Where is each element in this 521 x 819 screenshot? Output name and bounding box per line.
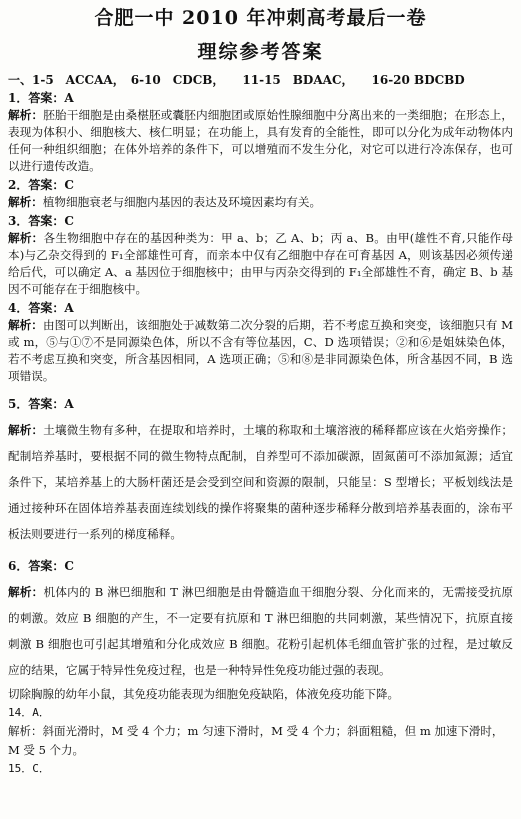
explanation-label: 解析：: [8, 108, 44, 122]
explanation-text: 胚胎干细胞是由桑椹胚或囊胚内细胞团或原始性腺细胞中分离出来的一类细胞；在形态上，表现为体积小、细胞核大、核仁明显；在功能上，具有发育的全能性，即可以分化为成年动物体内任何一种组织细胞；在体外培养的条件下，可以增殖而不发生分化，对它可以进行冷冻保存，也可以进行遗传改造。: [8, 108, 513, 173]
question-6: [8, 553, 513, 683]
explanation: [8, 194, 513, 211]
page-subtitle: 理综参考答案: [197, 41, 324, 63]
answer-line: 1．答案：A: [8, 91, 74, 105]
answer-line: 4．答案：A: [8, 301, 74, 315]
explanation: [8, 230, 513, 298]
page-title: 合肥一中 2010 年冲刺高考最后一卷: [94, 7, 427, 29]
note-line: 切除胸腺的幼年小鼠，其免疫功能表现为细胞免疫缺陷，体液免疫功能下降。: [8, 687, 399, 701]
explanation: [8, 107, 513, 175]
explanation-text: 由图可以判断出，该细胞处于减数第二次分裂的后期，若不考虑互换和突变，该细胞只有 M 或 m，⑤与①⑦不是同源染色体，所以不含有等位基因，C、D 选项错误；②和⑥是姐妹染色体，若不考虑互换和突变，所含基因相同，A 选项正确；⑤和⑧是非同源染色体，所含基因不同，B 选项错误。: [8, 318, 513, 383]
explanation-text: 各生物细胞中存在的基因种类为：甲 a、b；乙 A、b；丙 a、B。由甲(雄性不育,只能作母本)与乙杂交得到的 F₁全部雄性可育，而亲本中仅有乙细胞中存在可育基因 A，则该基因必须传递给后代，可以确定 A、a 基因位于细胞核中；由甲与丙杂交得到的 F₁全部雄性不育，确定 B、b 基因不可能存在于细胞核中。: [8, 231, 513, 296]
question-3: [8, 213, 513, 298]
explanation-label: 解析：: [8, 195, 43, 209]
question-15-answer: 15．C．: [8, 762, 50, 775]
explanation-text: 植物细胞衰老与细胞内基因的表达及环境因素均有关。: [42, 195, 322, 209]
explanation-text: 机体内的 B 淋巴细胞和 T 淋巴细胞是由骨髓造血干细胞分裂、分化而来的，无需接受抗原的刺激。效应 B 细胞的产生，不一定要有抗原和 T 淋巴细胞的共同刺激，某些情况下，抗原直接刺激 B 细胞也可引起其增殖和分化成效应 B 细胞。花粉引起机体毛细血管扩张的过程，是过敏反应的结果，它属于特异性免疫过程，也是一种特异性免疫功能过强的表现。: [8, 585, 513, 677]
answer-line: 5．答案：A: [8, 397, 74, 411]
explanation-text: 土壤微生物有多种，在提取和培养时，土壤的称取和土壤溶液的稀释都应该在火焰旁操作；配制培养基时，要根据不同的微生物特点配制，自养型可不添加碳源，固氮菌可不添加氮源；适宜条件下，某培养基上的大肠杆菌还是会受到空间和资源的限制，只能呈：S 型增长；平板划线法是通过接种环在固体培养基表面连续划线的操作将聚集的菌种逐步稀释分散到培养基表面的，涂布平板法则要进行一系列的梯度稀释。: [8, 423, 513, 541]
answer-key-row: 一、1-5 ACCAA， 6-10 CDCB， 11-15 BDAAC， 16-20 BDCBD: [8, 73, 465, 87]
explanation: [8, 417, 513, 547]
question-4: [8, 300, 513, 385]
question-1: [8, 90, 513, 175]
question-5: [8, 391, 513, 547]
question-14-explanation: 解析：斜面光滑时，M 受 4 个力；m 匀速下滑时，M 受 4 个力；斜面粗糙，但 m 加速下滑时，M 受 5 个力。: [8, 724, 504, 757]
explanation-label: 解析：: [8, 423, 44, 437]
question-14-answer: 14．A．: [8, 706, 50, 719]
explanation: [8, 579, 513, 683]
answer-line: 3．答案：C: [8, 214, 74, 228]
answer-line: 2．答案：C: [8, 178, 74, 192]
answer-line: 6．答案：C: [8, 559, 74, 573]
explanation-label: 解析：: [8, 585, 44, 599]
question-2: [8, 177, 513, 211]
explanation: [8, 317, 513, 385]
explanation-label: 解析：: [8, 231, 44, 245]
explanation-label: 解析：: [8, 318, 43, 332]
